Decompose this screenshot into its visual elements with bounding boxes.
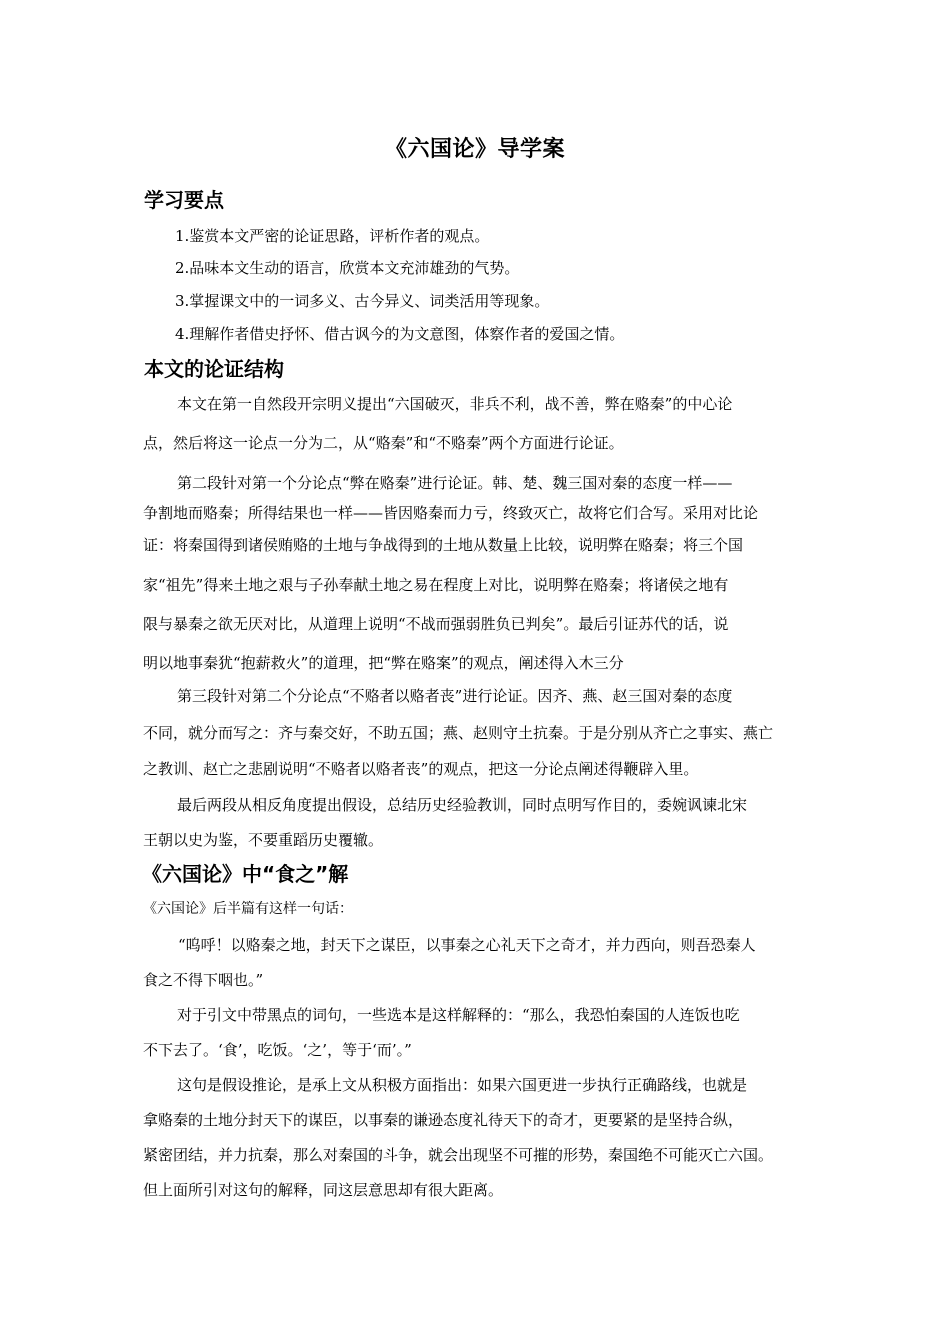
paragraph-line: 《六国论》后半篇有这样一句话： (143, 901, 353, 917)
paragraph-line: 证：将秦国得到诸侯贿赂的土地与争战得到的土地从数量上比较，说明弊在赂秦；将三个国 (143, 536, 744, 554)
paragraph-line: 第二段针对第一个分论点“弊在赂秦”进行论证。韩、楚、魏三国对秦的态度一样—— (177, 474, 733, 492)
study-point-2: 2.品味本文生动的语言，欣赏本文充沛雄劲的气势。 (175, 259, 520, 277)
study-point-3: 3.掌握课文中的一词多义、古今异义、词类活用等现象。 (175, 292, 550, 310)
paragraph-line: 王朝以史为鉴，不要重蹈历史覆辙。 (143, 831, 384, 849)
paragraph-line: 不同，就分而写之：齐与秦交好，不助五国；燕、赵则守土抗秦。于是分别从齐亡之事实、燕亡 (143, 724, 774, 742)
paragraph-line: 拿赂秦的土地分封天下的谋臣，以事秦的谦逊态度礼待天下的奇才，更要紧的是坚持合纵， (143, 1111, 744, 1129)
paragraph-line: 对于引文中带黑点的词句，一些选本是这样解释的：“那么，我恐怕秦国的人连饭也吃 (177, 1006, 740, 1024)
paragraph-line: 明以地事秦犹“抱薪救火”的道理，把“弊在赂案”的观点，阐述得入木三分 (143, 654, 624, 672)
section-heading-argument-structure: 本文的论证结构 (144, 357, 284, 381)
paragraph-line: 不下去了。‘食’，吃饭。‘之’，等于‘而’。” (143, 1041, 412, 1059)
paragraph-line: 第三段针对第二个分论点“不赂者以赂者丧”进行论证。因齐、燕、赵三国对秦的态度 (177, 687, 733, 705)
paragraph-line: 这句是假设推论，是承上文从积极方面指出：如果六国更进一步执行正确路线，也就是 (177, 1076, 748, 1094)
study-point-4: 4.理解作者借史抒怀、借古讽今的为文意图，体察作者的爱国之情。 (175, 325, 625, 343)
document-title: 《六国论》导学案 (384, 137, 565, 162)
paragraph-line: 之教训、赵亡之悲剧说明“不赂者以赂者丧”的观点，把这一分论点阐述得鞭辟入里。 (143, 760, 699, 778)
quote-line: “呜呼！以赂秦之地，封天下之谋臣，以事秦之心礼天下之奇才，并力西向，则吾恐秦人 (178, 936, 756, 954)
quote-line: 食之不得下咽也。” (143, 971, 264, 989)
paragraph-line: 限与暴秦之欲无厌对比，从道理上说明“不战而强弱胜负已判矣”。最后引证苏代的话，说 (143, 615, 729, 633)
paragraph-line: 但上面所引对这句的解释，同这层意思却有很大距离。 (143, 1181, 504, 1199)
paragraph-line: 争割地而赂秦；所得结果也一样——皆因赂秦而力亏，终致灭亡，故将它们合写。采用对比论 (143, 504, 759, 522)
section-heading-study-points: 学习要点 (144, 188, 224, 212)
paragraph-line: 本文在第一自然段开宗明义提出“六国破灭，非兵不利，战不善，弊在赂秦”的中心论 (177, 395, 733, 413)
paragraph-line: 点，然后将这一论点一分为二，从“赂秦”和“不赂秦”两个方面进行论证。 (143, 434, 624, 452)
section-heading-shizhi: 《六国论》中“食之”解 (142, 862, 349, 886)
paragraph-line: 最后两段从相反角度提出假设，总结历史经验教训，同时点明写作目的，委婉讽谏北宋 (177, 796, 748, 814)
paragraph-line: 紧密团结，并力抗秦，那么对秦国的斗争，就会出现坚不可摧的形势，秦国绝不可能灭亡六国。 (143, 1146, 774, 1164)
paragraph-line: 家“祖先”得来土地之艰与子孙奉献土地之易在程度上对比，说明弊在赂秦；将诸侯之地有 (143, 576, 729, 594)
study-point-1: 1.鉴赏本文严密的论证思路，评析作者的观点。 (175, 227, 490, 245)
